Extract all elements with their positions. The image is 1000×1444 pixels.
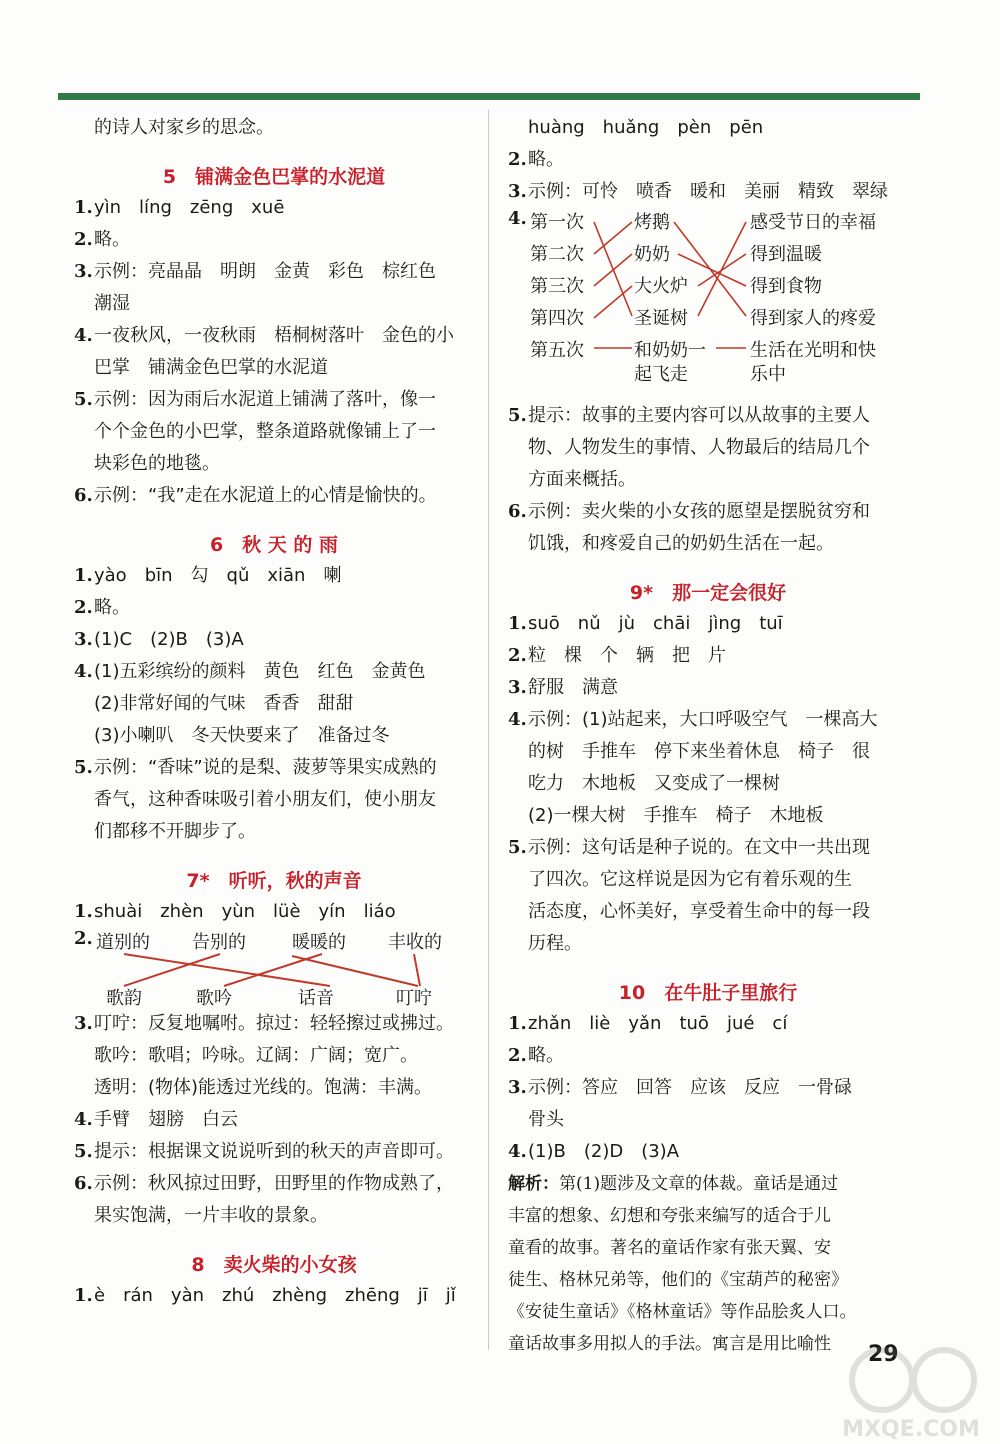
section-title-8: 8 卖火柴的小女孩: [191, 1254, 357, 1276]
answer-4: 4.一夜秋风，一夜秋雨 梧桐树落叶 金色的小: [74, 325, 454, 346]
answer-2-number: 2.: [74, 928, 93, 949]
match-mid-item: 奶奶: [634, 244, 670, 265]
answer-4-cont: (3)小喇叭 冬天快要来了 准备过冬: [94, 725, 390, 746]
answer-1: 1.è rán yàn zhú zhèng zhēng jī jǐ: [74, 1285, 456, 1306]
answer-5-cont: 个个金色的小巴掌，整条道路就像铺上了一: [94, 421, 436, 442]
answer-5: 5.提示：故事的主要内容可以从故事的主要人: [508, 405, 870, 426]
answer-6-cont: 饥饿，和疼爱自己的奶奶生活在一起。: [528, 533, 834, 554]
match-mid-item: 和奶奶一: [634, 340, 706, 361]
answer-4-number: 4.: [508, 208, 527, 229]
match-bottom-word: 话音: [298, 988, 334, 1009]
answer-2: 2.略。: [74, 597, 130, 618]
answer-3: 3.示例：可怜 喷香 暖和 美丽 精致 翠绿: [508, 181, 888, 202]
match-right-item: 得到食物: [750, 276, 822, 297]
text-line: 的诗人对家乡的思念。: [94, 117, 274, 138]
match-mid-item: 大火炉: [634, 276, 688, 297]
match-left-item: 第一次: [530, 212, 584, 233]
analysis-line: 解析：第(1)题涉及文章的体裁。童话是通过: [508, 1174, 839, 1194]
section-title-10: 10 在牛肚子里旅行: [618, 982, 798, 1004]
answer-3-cont: 潮湿: [94, 293, 130, 314]
answer-3: 3.舒服 满意: [508, 677, 618, 698]
answer-4-cont: 的树 手推车 停下来坐着休息 椅子 很: [528, 741, 870, 762]
match-top-word: 告别的: [192, 932, 246, 953]
story-matching: [508, 208, 908, 400]
answer-5-cont: 块彩色的地毯。: [94, 453, 220, 474]
match-top-word: 暖暖的: [292, 932, 346, 953]
answer-2: 2.略。: [508, 149, 564, 170]
match-bottom-word: 歌韵: [106, 988, 142, 1009]
answer-3-cont: 透明：(物体)能透过光线的。饱满：丰满。: [94, 1077, 433, 1098]
answer-4: 4.示例：(1)站起来，大口呼吸空气 一棵高大: [508, 709, 878, 730]
analysis-line: 丰富的想象、幻想和夸张来编写的适合于儿: [508, 1206, 831, 1226]
answer-3: 3.示例：答应 回答 应该 反应 一骨碌: [508, 1077, 852, 1098]
watermark-logo-icon: [822, 1338, 1000, 1444]
answer-2: 2.略。: [508, 1045, 564, 1066]
answer-3-cont: 骨头: [528, 1109, 564, 1130]
answer-4-cont: (2)一棵大树 手推车 椅子 木地板: [528, 805, 824, 826]
match-mid-item: 烤鹅: [634, 212, 670, 233]
answer-4-cont: 巴掌 铺满金色巴掌的水泥道: [94, 357, 328, 378]
analysis-line: 童话故事多用拟人的手法。寓言是用比喻性: [508, 1334, 831, 1354]
match-right-item: 生活在光明和快: [750, 340, 876, 361]
match-right-item: 乐中: [750, 364, 786, 385]
answer-1: 1.suō nǔ jù chāi jìng tuī: [508, 613, 783, 634]
answer-4: 4.手臂 翅膀 白云: [74, 1109, 238, 1130]
answer-4-cont: 吃力 木地板 又变成了一棵树: [528, 773, 780, 794]
answer-5: 5.示例：因为雨后水泥道上铺满了落叶，像一: [74, 389, 436, 410]
match-top-word: 丰收的: [388, 932, 442, 953]
match-mid-item: 起飞走: [634, 364, 688, 385]
answer-1: 1.shuài zhèn yùn lüè yín liáo: [74, 901, 396, 922]
match-lines: [74, 928, 474, 1008]
section-title-7: 7* 听听，秋的声音: [186, 870, 362, 892]
answer-3: 3.示例：亮晶晶 明朗 金黄 彩色 棕红色: [74, 261, 436, 282]
section-title-9: 9* 那一定会很好: [629, 582, 787, 604]
answer-5: 5.示例：这句话是种子说的。在文中一共出现: [508, 837, 870, 858]
match-mid-item: 圣诞树: [634, 308, 688, 329]
answer-6-cont: 果实饱满，一片丰收的景象。: [94, 1205, 328, 1226]
answer-1: 1.yào bīn 勾 qǔ xiān 喇: [74, 565, 342, 586]
right-column: [508, 112, 908, 1360]
match-right-item: 得到温暖: [750, 244, 822, 265]
watermark-text: MXQE.COM: [842, 1417, 980, 1442]
answer-5-cont: 方面来概括。: [528, 469, 636, 490]
answer-1: 1.yìn líng zēng xuē: [74, 197, 285, 218]
section-title-5: 5 铺满金色巴掌的水泥道: [162, 166, 386, 188]
story-match-lines: [508, 208, 908, 400]
answer-1: 1.zhǎn liè yǎn tuō jué cí: [508, 1013, 788, 1034]
match-right-item: 得到家人的疼爱: [750, 308, 876, 329]
answer-5-cont: 们都移不开脚步了。: [94, 821, 256, 842]
top-rule: [58, 93, 920, 100]
answer-2: 2.粒 棵 个 辆 把 片: [508, 645, 726, 666]
answer-5-cont: 了四次。它这样说是因为它有着乐观的生: [528, 869, 852, 890]
answer-5: 5.提示：根据课文说说听到的秋天的声音即可。: [74, 1141, 454, 1162]
match-left-item: 第二次: [530, 244, 584, 265]
answer-4: 4.(1)五彩缤纷的颜料 黄色 红色 金黄色: [74, 661, 426, 682]
answer-4-cont: (2)非常好闻的气味 香香 甜甜: [94, 693, 354, 714]
answer-5-cont: 物、人物发生的事情、人物最后的结局几个: [528, 437, 870, 458]
left-column: [74, 112, 474, 1312]
page-number: 29: [868, 1342, 899, 1367]
answer-2: 2.略。: [74, 229, 130, 250]
word-matching: [74, 928, 474, 1008]
answer-6: 6.示例：秋风掠过田野，田野里的作物成熟了，: [74, 1173, 454, 1194]
match-left-item: 第五次: [530, 340, 584, 361]
answer-3: 3.叮咛：反复地嘱咐。掠过：轻轻擦过或拂过。: [74, 1013, 454, 1034]
match-bottom-word: 叮咛: [396, 988, 432, 1009]
match-bottom-word: 歌吟: [196, 988, 232, 1009]
analysis-line: 《安徒生童话》《格林童话》等作品脍炙人口。: [508, 1302, 857, 1322]
section-title-6: 6 秋 天 的 雨: [209, 534, 339, 556]
answer-3: 3.(1)C (2)B (3)A: [74, 629, 244, 650]
answer-5-cont: 历程。: [528, 933, 582, 954]
answer-4: 4.(1)B (2)D (3)A: [508, 1141, 680, 1162]
match-right-item: 感受节日的幸福: [750, 212, 876, 233]
match-left-item: 第三次: [530, 276, 584, 297]
answer-3-cont: 歌吟：歌唱；吟咏。辽阔：广阔；宽广。: [94, 1045, 418, 1066]
column-divider: [488, 110, 489, 1350]
match-top-word: 道别的: [96, 932, 150, 953]
answer-5-cont: 活态度，心怀美好，享受着生命中的每一段: [528, 901, 870, 922]
answer-6: 6.示例：卖火柴的小女孩的愿望是摆脱贫穷和: [508, 501, 870, 522]
match-left-item: 第四次: [530, 308, 584, 329]
answer-1-cont: huàng huǎng pèn pēn: [528, 117, 764, 138]
analysis-line: 徒生、格林兄弟等，他们的《宝葫芦的秘密》: [508, 1270, 848, 1290]
answer-5: 5.示例：“香味”说的是梨、菠萝等果实成熟的: [74, 757, 437, 778]
answer-5-cont: 香气，这种香味吸引着小朋友们，使小朋友: [94, 789, 436, 810]
analysis-line: 童看的故事。著名的童话作家有张天翼、安: [508, 1238, 831, 1258]
answer-6: 6.示例：“我”走在水泥道上的心情是愉快的。: [74, 485, 437, 506]
